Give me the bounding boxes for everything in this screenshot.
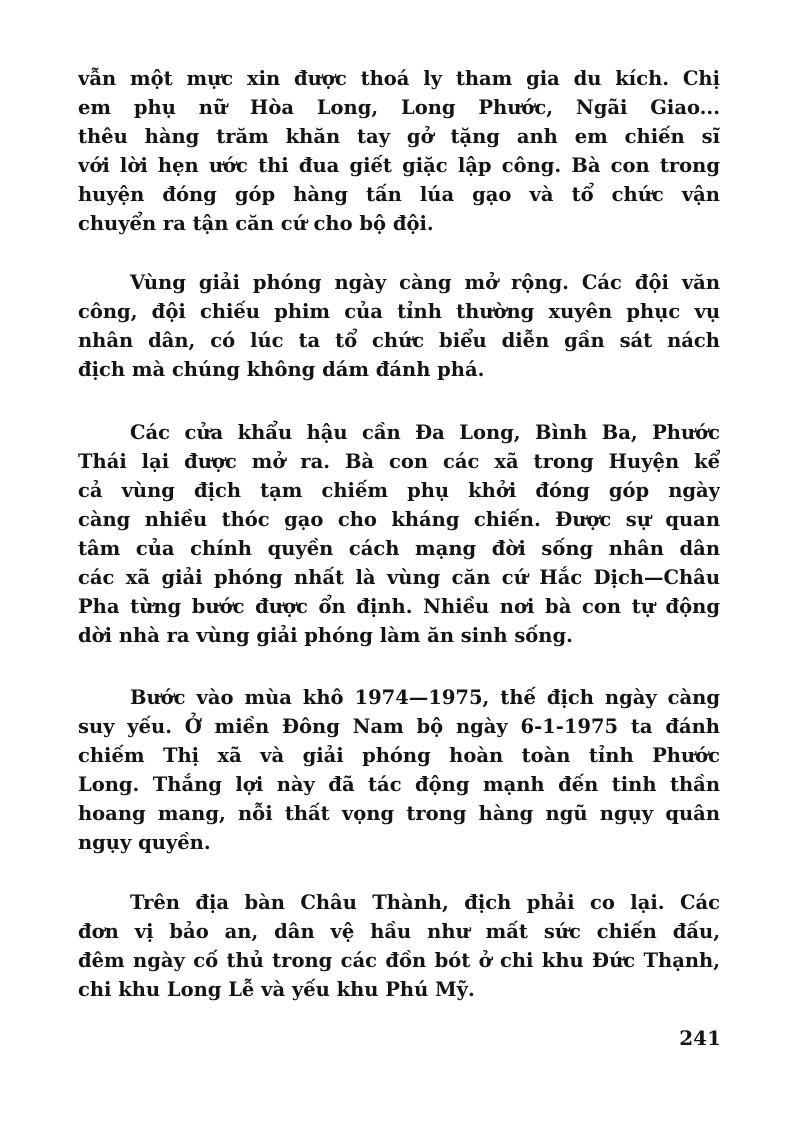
text-line: Trên địa bàn Châu Thành, địch phải co lại. Các (130, 891, 720, 914)
text-line: ngụy quyền. (78, 831, 211, 854)
text-line: Vùng giải phóng ngày càng mở rộng. Các đội văn (130, 271, 720, 294)
text-line: với lời hẹn ước thi đua giết giặc lập công. Bà con trong (78, 154, 720, 177)
paragraph-5 (78, 888, 720, 1004)
text-line: chi khu Long Lễ và yếu khu Phú Mỹ. (78, 978, 475, 1001)
text-line: càng nhiều thóc gạo cho kháng chiến. Được sự quan (78, 508, 720, 531)
text-line: chuyển ra tận căn cứ cho bộ đội. (78, 212, 434, 235)
text-line: suy yếu. Ở miền Đông Nam bộ ngày 6-1-1975 ta đánh (78, 715, 720, 738)
text-line: Thái lại được mở ra. Bà con các xã trong Huyện kể (78, 450, 720, 473)
text-line: Pha từng bước được ổn định. Nhiều nơi bà con tự động (78, 595, 720, 618)
text-line: thêu hàng trăm khăn tay gở tặng anh em chiến sĩ (78, 125, 720, 148)
text-line: vẫn một mực xin được thoá ly tham gia du kích. Chị (78, 67, 720, 90)
text-line: đêm ngày cố thủ trong các đồn bót ở chi khu Đức Thạnh, (78, 949, 720, 972)
text-line: chiếm Thị xã và giải phóng hoàn toàn tỉnh Phước (78, 744, 720, 767)
paragraph-2 (78, 268, 720, 384)
text-line: Long. Thắng lợi này đã tác động mạnh đến tinh thần (78, 773, 720, 796)
text-line: Bước vào mùa khô 1974—1975, thế địch ngày càng (130, 686, 720, 709)
text-line: dời nhà ra vùng giải phóng làm ăn sinh sống. (78, 624, 573, 647)
paragraph-1 (78, 64, 720, 238)
text-line: tâm của chính quyền cách mạng đời sống nhân dân (78, 537, 720, 560)
text-line: đơn vị bảo an, dân vệ hầu như mất sức chiến đấu, (78, 920, 720, 943)
page-number: 241 (679, 1026, 721, 1050)
text-line: Các cửa khẩu hậu cần Đa Long, Bình Ba, Phước (130, 421, 720, 444)
text-line: các xã giải phóng nhất là vùng căn cứ Hắc Dịch—Châu (78, 566, 720, 589)
paragraph-3 (78, 418, 720, 650)
text-line: nhân dân, có lúc ta tổ chức biểu diễn gần sát nách (78, 329, 720, 352)
paragraph-4 (78, 683, 720, 857)
text-line: địch mà chúng không dám đánh phá. (78, 358, 485, 381)
text-line: em phụ nữ Hòa Long, Long Phước, Ngãi Giao... (78, 96, 720, 119)
text-line: công, đội chiếu phim của tỉnh thường xuyên phục vụ (78, 300, 720, 323)
text-line: huyện đóng góp hàng tấn lúa gạo và tổ chức vận (78, 183, 720, 206)
text-line: hoang mang, nỗi thất vọng trong hàng ngũ ngụy quân (78, 802, 720, 825)
text-line: cả vùng địch tạm chiếm phụ khởi đóng góp ngày (78, 479, 720, 502)
